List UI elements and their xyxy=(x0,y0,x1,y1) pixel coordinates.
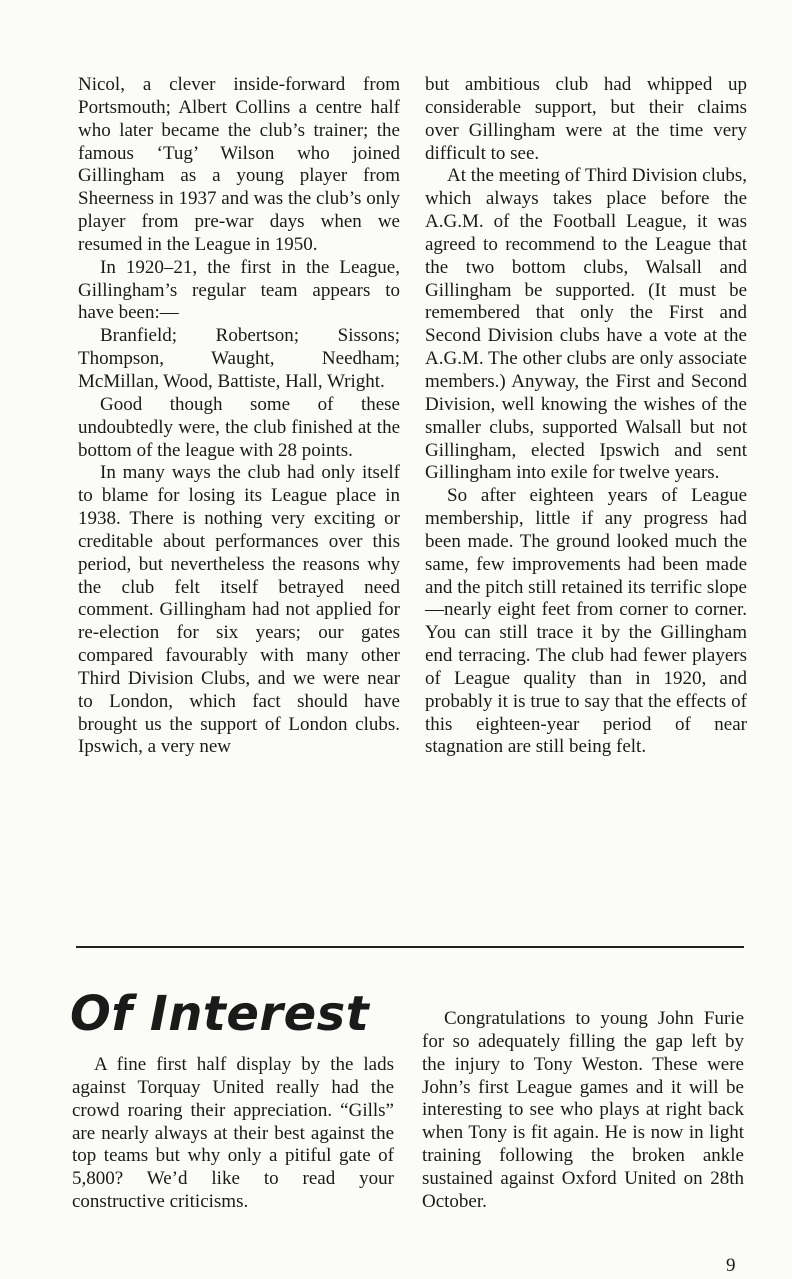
of-interest-heading: Of Interest xyxy=(70,986,370,1042)
section-divider xyxy=(76,946,744,948)
article-paragraph: At the meeting of Third Division clubs, which always takes place before the A.G.M. of the Football League, it was agreed to recommend to the League that the two bottom clubs, Walsall and Gillingham be supported. (It must be remembered that only the First and Second Division clubs have a vote at the A.G.M. The other clubs are only associate members.) Anyway, the First and Second Division, well knowing the wishes of the smaller clubs, supported Walsall but not Gillingham, elected Ipswich and sent Gillingham into exile for twelve years. xyxy=(425,165,747,484)
page-number: 9 xyxy=(726,1255,736,1276)
team-lineup: Branfield; Robertson; Sissons; Thompson, Waught, Needham; McMillan, Wood, Battiste, Hall, Wright. xyxy=(78,325,400,392)
article-paragraph: In many ways the club had only itself to blame for losing its League place in 1938. There is nothing very exciting or creditable about performances over this period, but nevertheless the reasons why the club felt itself betrayed need comment. Gillingham had not applied for re-election for six years; our gates compared favourably with many other Third Division Clubs, and we were near to London, which fact should have brought us the support of London clubs. Ipswich, a very new xyxy=(78,462,400,758)
article-paragraph: Nicol, a clever inside-forward from Portsmouth; Albert Collins a centre half who later became the club’s trainer; the famous ‘Tug’ Wilson who joined Gillingham as a young player from Sheerness in 1937 and was the club’s only player from pre-war days when we resumed in the League in 1950. xyxy=(78,74,400,255)
article-right-column xyxy=(425,74,747,759)
article-paragraph: In 1920–21, the first in the League, Gillingham’s regular team appears to have been:— xyxy=(78,256,400,324)
of-interest-paragraph: A fine first half display by the lads against Torquay United really had the crowd roaring their appreciation. “Gills” are nearly always at their best against the top teams but why only a pitiful gate of 5,800? We’d like to read your constructive criticisms. xyxy=(72,1054,394,1213)
article-left-column xyxy=(78,74,400,759)
article-paragraph: So after eighteen years of League membership, little if any progress had been made. The ground looked much the same, few improvements had been made and the pitch still retained its terrific slope—nearly eight feet from corner to corner. You can still trace it by the Gillingham end terracing. The club had fewer players of League quality than in 1920, and probably it is true to say that the effects of this eighteen-year period of near stagnation are still being felt. xyxy=(425,485,747,758)
of-interest-left-column xyxy=(72,1054,394,1214)
article-paragraph: but ambitious club had whipped up considerable support, but their claims over Gillingham were at the time very difficult to see. xyxy=(425,74,747,164)
of-interest-paragraph: Congratulations to young John Furie for so adequately filling the gap left by the injury to Tony Weston. These were John’s first League games and it will be interesting to see who plays at right back when Tony is fit again. He is now in light training following the broken ankle sustained against Oxford United on 28th October. xyxy=(422,1008,744,1212)
article-paragraph: Good though some of these undoubtedly were, the club finished at the bottom of the league with 28 points. xyxy=(78,393,400,461)
of-interest-right-column xyxy=(422,1008,744,1214)
